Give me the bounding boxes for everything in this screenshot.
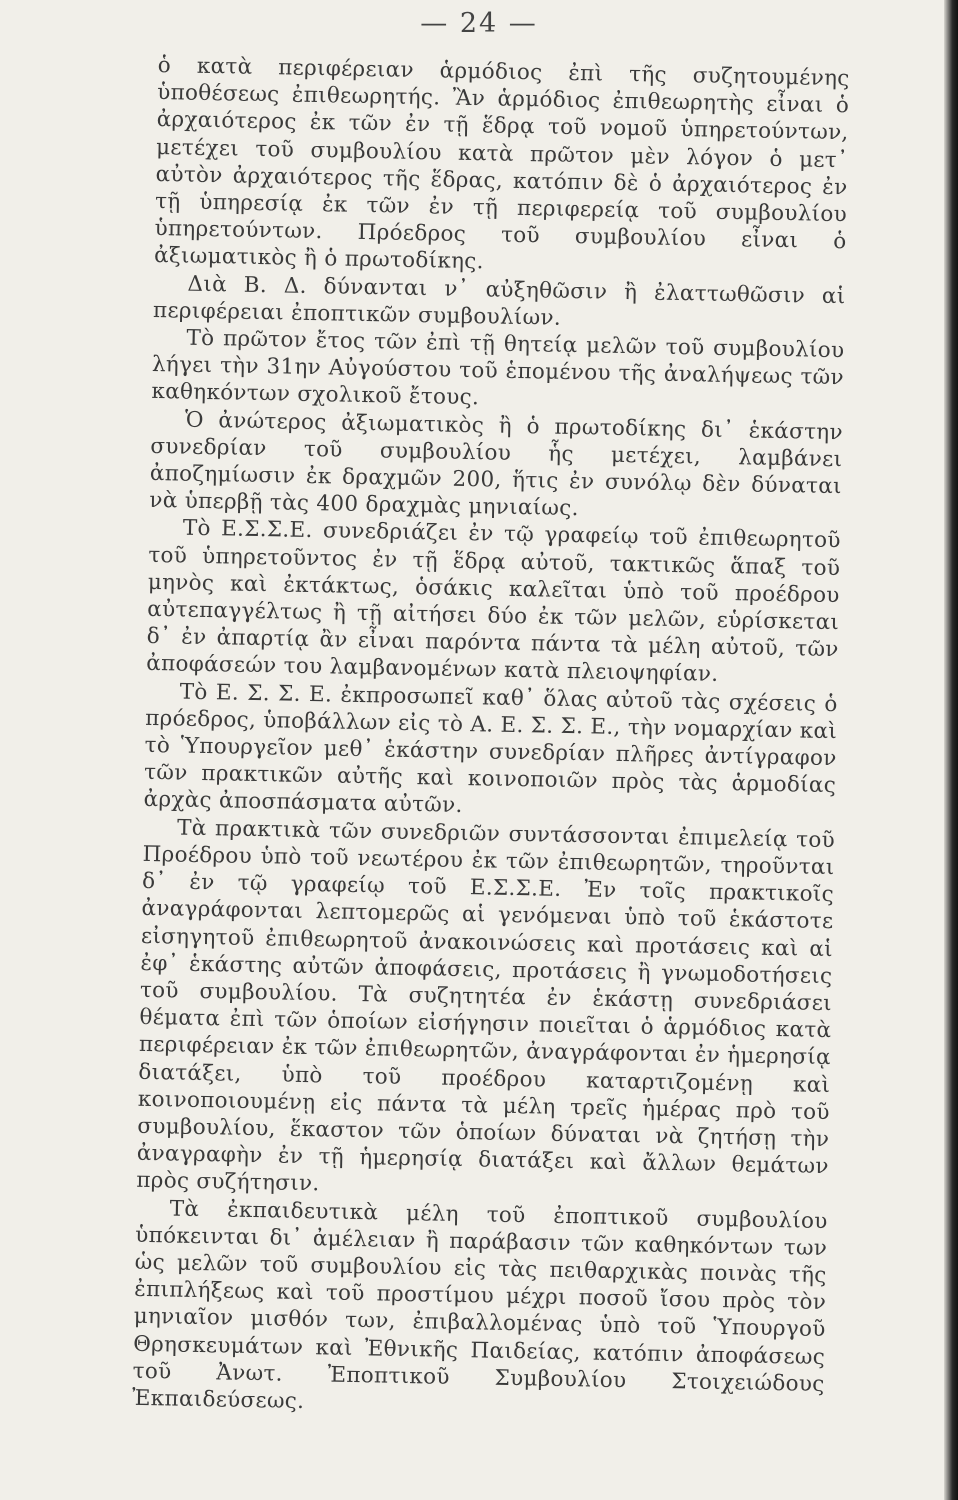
- paragraph-3: Τὸ πρῶτον ἔτος τῶν ἐπὶ τῇ θητείᾳ μελῶν τοῦ συμβουλίου λήγει τὴν 31ην Αὐγούστου τοῦ ἑπομένου τῆς ἀναλήψεως τῶν καθηκόντων σχολικοῦ ἔτους.: [151, 325, 845, 411]
- page-number: — 24 —: [420, 8, 538, 39]
- paragraph-4: Ὁ ἀνώτερος ἀξιωματικὸς ἢ ὁ πρωτοδίκης δι᾽ ἑκάστην συνεδρίαν τοῦ συμβουλίου ἧς μετέχει, λαμβάνει ἀποζημίωσιν ἐκ δραχμῶν 200, ἥτις ἐν συνόλῳ δὲν δύναται νὰ ὑπερβῇ τὰς 400 δραχμὰς μηνιαίως.: [149, 407, 844, 522]
- paragraph-2: Διὰ Β. Δ. δύνανται ν᾽ αὐξηθῶσιν ἢ ἐλαττωθῶσιν αἱ περιφέρειαι ἐποπτικῶν συμβουλίων.: [152, 271, 846, 331]
- paragraph-1: ὁ κατὰ περιφέρειαν ἁρμόδιος ἐπὶ τῆς συζητουμένης ὑποθέσεως ἐπιθεωρητής. Ἂν ἁρμόδιος ἐπιθεωρητὴς εἶναι ὁ ἀρχαιότερος ἐκ τῶν ἐν τῇ ἕδρᾳ τοῦ νομοῦ ὑπηρετούντων, μετέχει τοῦ συμβουλίου κατὰ πρῶτον μὲν λόγον ὁ μετ᾽ αὐτὸν ἀρχαιότερος τῆς ἕδρας, κατόπιν δὲ ὁ ἀρχαιότερος ἐν τῇ ὑπηρεσίᾳ ἐκ τῶν ἐν τῇ περιφερείᾳ τοῦ συμβουλίου ὑπηρετούντων. Πρόεδρος τοῦ συμβουλίου εἶναι ὁ ἀξιωματικὸς ἢ ὁ πρωτοδίκης.: [153, 52, 850, 275]
- paragraph-7: Τὰ πρακτικὰ τῶν συνεδριῶν συντάσσονται ἐπιμελείᾳ τοῦ Προέδρου ὑπὸ τοῦ νεωτέρου ἐκ τῶν ἐπιθεωρητῶν, τηροῦνται δ᾽ ἐν τῷ γραφείῳ τοῦ Ε.Σ.Σ.Ε. Ἐν τοῖς πρακτικοῖς ἀναγράφονται λεπτομερῶς αἱ γενόμεναι ὑπὸ τοῦ ἑκάστοτε εἰσηγητοῦ ἐπιθεωρητοῦ ἀνακοινώσεις καὶ προτάσεις καὶ αἱ ἐφ᾽ ἑκάστης αὐτῶν ἀποφάσεις, προτάσεις ἢ γνωμοδοτήσεις τοῦ συμβουλίου. Τὰ συζητητέα ἐν ἑκάστῃ συνεδριάσει θέματα ἐπὶ τῶν ὁποίων εἰσήγησιν ποιεῖται ὁ ἁρμόδιος κατὰ περιφέρειαν ἐκ τῶν ἐπιθεωρητῶν, ἀναγράφονται ἐν ἡμερησίᾳ διατάξει, ὑπὸ τοῦ προέδρου καταρτιζομένῃ καὶ κοινοποιουμένῃ εἰς πάντα τὰ μέλη τρεῖς ἡμέρας πρὸ τοῦ συμβουλίου, ἕκαστον τῶν ὁποίων δύναται νὰ ζητήσῃ τὴν ἀναγραφὴν ἐν τῇ ἡμερησίᾳ διατάξει καὶ ἄλλων θεμάτων πρὸς συζήτησιν.: [136, 815, 836, 1197]
- paragraph-8: Τὰ ἐκπαιδευτικὰ μέλη τοῦ ἐποπτικοῦ συμβουλίου ὑπόκεινται δι᾽ ἀμέλειαν ἢ παράβασιν τῶν καθηκόντων των ὡς μελῶν τοῦ συμβουλίου εἰς τὰς πειθαρχικὰς ποινὰς τῆς ἐπιπλήξεως καὶ τοῦ προστίμου μέχρι ποσοῦ ἴσου πρὸς τὸν μηνιαῖον μισθόν των, ἐπιβαλλομένας ὑπὸ τοῦ Ὑπουργοῦ Θρησκευμάτων καὶ Ἐθνικῆς Παιδείας, κατόπιν ἀποφάσεως τοῦ Ἀνωτ. Ἐποπτικοῦ Συμβουλίου Στοιχειώδους Ἐκπαιδεύσεως.: [131, 1195, 828, 1415]
- paragraph-5: Τὸ Ε.Σ.Σ.Ε. συνεδριάζει ἐν τῷ γραφείῳ τοῦ ἐπιθεωρητοῦ τοῦ ὑπηρετοῦντος ἐν τῇ ἕδρᾳ αὐτοῦ, τακτικῶς ἅπαξ τοῦ μηνὸς καὶ ἐκτάκτως, ὁσάκις καλεῖται ὑπὸ τοῦ προέδρου αὐτεπαγγέλτως ἢ τῇ αἰτήσει δύο ἐκ τῶν μελῶν, εὑρίσκεται δ᾽ ἐν ἀπαρτίᾳ ἂν εἶναι παρόντα πάντα τὰ μέλη αὐτοῦ, τῶν ἀποφάσεών του λαμβανομένων κατὰ πλειοψηφίαν.: [146, 516, 841, 688]
- body-text: [132, 52, 850, 1425]
- page-binding-edge: [944, 0, 958, 1500]
- paragraph-6: Τὸ Ε. Σ. Σ. Ε. ἐκπροσωπεῖ καθ᾽ ὅλας αὐτοῦ τὰς σχέσεις ὁ πρόεδρος, ὑποβάλλων εἰς τὸ Α. Ε. Σ. Σ. Ε., τὴν νομαρχίαν καὶ τὸ Ὑπουργεῖον μεθ᾽ ἑκάστην συνεδρίαν πλῆρες ἀντίγραφον τῶν πρακτικῶν αὐτῆς καὶ κοινοποιῶν πρὸς τὰς ἁρμοδίας ἀρχὰς ἀποσπάσματα αὐτῶν.: [143, 679, 838, 819]
